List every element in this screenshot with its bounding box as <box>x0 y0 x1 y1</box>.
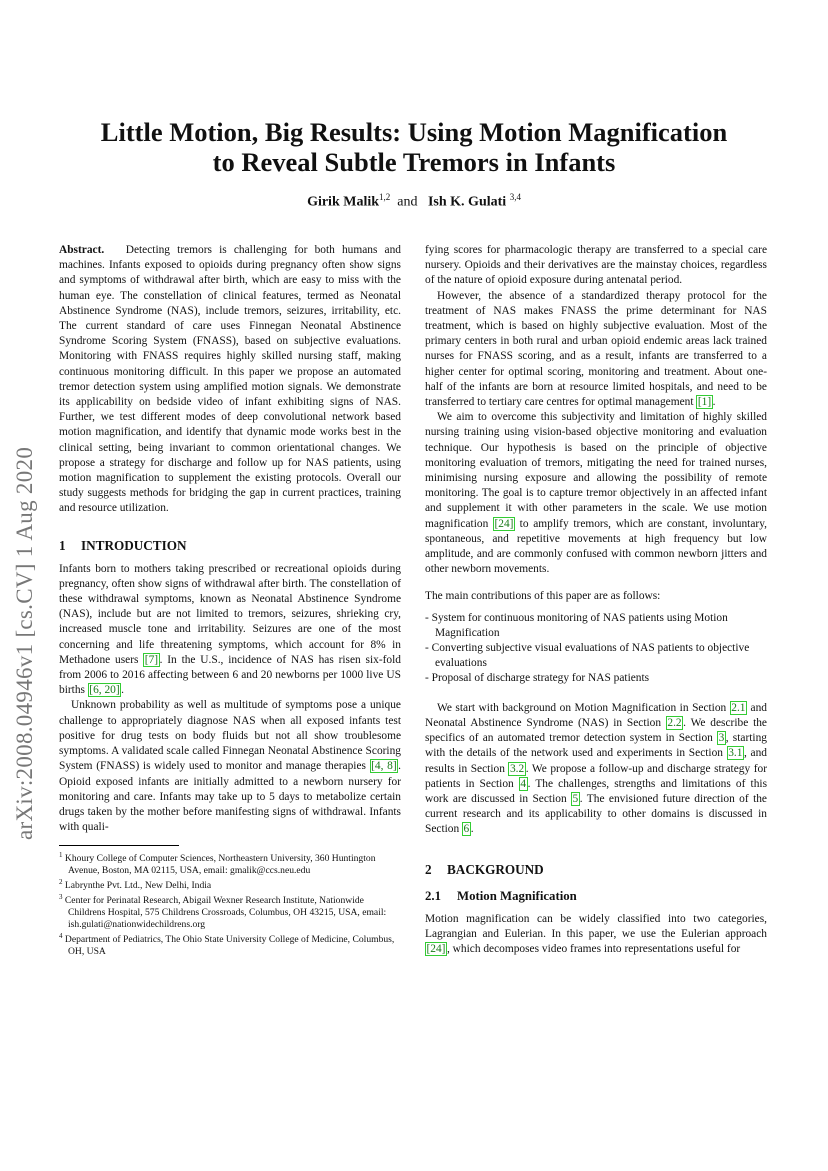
text-run: Motion magnification can be widely classified into two categories, Lagrangian and Eulerian. In this paper, we use the Eulerian approach <box>425 912 767 940</box>
contributions-list <box>425 611 767 687</box>
list-item: - Proposal of discharge strategy for NAS patients <box>425 671 767 686</box>
text-run: , and results in Section <box>425 747 767 775</box>
text-run: . In the U.S., incidence of NAS has risen six-fold from 2006 to 2016 affecting between 6 and 20 newborns per 1000 live US births <box>59 653 401 697</box>
section-link[interactable]: 4 <box>520 777 527 790</box>
paper-title <box>40 117 788 177</box>
citation-link[interactable]: [1] <box>697 396 712 409</box>
paragraph <box>425 701 767 838</box>
citation-link[interactable]: [6, 20] <box>89 684 120 697</box>
title-line-1: Little Motion, Big Results: Using Motion Magnification <box>100 117 728 147</box>
section-number: 2 <box>425 861 432 877</box>
list-item: - Converting subjective visual evaluations of NAS patients to objective evaluations <box>425 641 767 671</box>
footnote-mark: 4 <box>59 931 63 940</box>
section-heading-intro <box>59 538 401 554</box>
text-run: . Opioid exposed infants are initially admitted to a newborn nursery for monitoring and care. Infants may take up to 5 days to metabolize certain drugs taken by the mother before manifesting signs of withdrawal. Infants with quali- <box>59 760 401 834</box>
paragraph <box>425 289 767 411</box>
citation-link[interactable]: [4, 8] <box>371 760 397 773</box>
text-run: However, the absence of a standardized therapy protocol for the treatment of NAS makes FNASS the prime determinant for NAS treatment, which is based on highly subjective evaluation. Most of the primary centers in both rural and urban opioid endemic areas lack trained nurses for FNASS scoring, and as a result, infants are transferred to a higher center for optimal scoring, monitoring and treatment. About one-half of the infants are born at resource limited hospitals, and need to be transferred to tertiary care centres for optimal management <box>425 289 767 409</box>
section-title: INTRODUCTION <box>81 537 187 553</box>
text-run: . The challenges, strengths and limitations of this work are discussed in Section <box>425 777 768 805</box>
text-run: . <box>121 684 125 697</box>
abstract-text: Detecting tremors is challenging for both humans and machines. Infants exposed to opioids during pregnancy often show signs and symptoms of withdrawal after birth, which are easy to miss with the human eye. The constellation of clinical features, termed as Neonatal Abstinence Syndrome (NAS), include tremors, seizures, irritability, etc. The current standard of care uses Finnegan Neonatal Abstinence Syndrome Scoring System (FNASS), based on subjective evaluations. Monitoring with FNASS requires highly skilled nursing staff, making continuous monitoring difficult. In this paper we propose an automated tremor detection system using amplified motion signals. We demonstrate its applicability on bedside video of infant exhibiting signs of NAS. Further, we test different modes of deep convolutional network based motion magnification, and identify that dynamic mode works best in the clinical setting, being invariant to common orientational changes. We propose a strategy for discharge and follow up for NAS patients, using motion magnification to supplement the existing protocols. Overall our study suggests methods for bridging the gap in current practices, training and resource utilization. <box>59 244 402 515</box>
arxiv-stamp: arXiv:2008.04946v1 [cs.CV] 1 Aug 2020 <box>12 446 37 840</box>
footnote-mark: 2 <box>59 878 63 887</box>
text-run: We start with background on Motion Magnification in Section <box>437 701 730 714</box>
footnote <box>59 850 401 877</box>
footnotes <box>59 850 401 957</box>
section-link[interactable]: 3.2 <box>509 762 525 775</box>
author-2-affil: 3,4 <box>509 192 521 202</box>
paragraph <box>425 912 767 958</box>
intro-paragraph-1 <box>59 562 401 699</box>
footnote <box>59 931 401 958</box>
text-run: . <box>712 396 716 409</box>
footnote-text: Department of Pediatrics, The Ohio State University College of Medicine, Columbus, OH, USA <box>64 933 395 957</box>
subsection-title: Motion Magnification <box>457 888 577 903</box>
citation-link[interactable]: [7] <box>144 653 159 666</box>
footnote <box>59 877 401 892</box>
intro-paragraph-2 <box>59 698 401 835</box>
contributions-intro: The main contributions of this paper are as follows: <box>425 590 661 603</box>
subsection-heading <box>425 888 767 904</box>
footnote-text: Labrynthe Pvt. Ltd., New Delhi, India <box>64 880 212 892</box>
section-link[interactable]: 2.1 <box>731 701 746 714</box>
text-run: . We describe the specifics of an automated tremor detection system in Section <box>425 716 767 745</box>
citation-link[interactable]: [24] <box>426 942 446 955</box>
authors <box>40 192 788 211</box>
text-run: . The envisioned future direction of the current research and its applicability to other domains is discussed in Section <box>425 792 767 836</box>
footnote-text: Center for Perinatal Research, Abigail Wexner Research Institute, Nationwide Childrens Hospital, 575 Childrens Crossroads, Columbus, OH 43215, USA, email: ish.gulati@nationwidechildrens.org <box>64 895 387 930</box>
title-line-2: to Reveal Subtle Tremors in Infants <box>212 147 616 177</box>
section-number: 1 <box>59 537 66 553</box>
section-link[interactable]: 2.2 <box>667 716 682 729</box>
footnote-mark: 1 <box>59 851 63 860</box>
text-run: , which decomposes video frames into representations useful for <box>446 942 741 955</box>
author-1-affil: 1,2 <box>379 192 391 202</box>
subsection-number: 2.1 <box>425 888 441 903</box>
text-run: , starting with the details of the network used and experiments in Section <box>425 732 767 760</box>
footnote-text: Khoury College of Computer Sciences, Northeastern University, 360 Huntington Avenue, Boston, MA 02115, USA, email: gmalik@ccs.neu.edu <box>64 853 376 877</box>
left-column <box>59 243 401 957</box>
paragraph: fying scores for pharmacologic therapy are transferred to a special care nursery. Opioids and their derivatives are the mainstay choices, regardless of the nature of opioid exposure during antenatal period. <box>425 244 767 287</box>
footnote-mark: 3 <box>59 893 63 902</box>
text-run: to amplify tremors, which are constant, involuntary, spontaneous, and repetitive movements at high frequency but low amplitude, and are commonly confused with common newborn jitters and other newborn movements. <box>425 517 767 576</box>
text-run: . <box>470 823 474 836</box>
section-link[interactable]: 5 <box>572 792 579 805</box>
right-column <box>425 243 767 957</box>
text-run: . We propose a follow-up and discharge strategy for patients in Section <box>425 762 767 790</box>
section-heading-background <box>425 862 767 878</box>
text-run: and Neonatal Abstinence Syndrome (NAS) in Section <box>425 701 767 729</box>
text-run: Infants born to mothers taking prescribed or recreational opioids during pregnancy, often show signs of withdrawal after birth. The constellation of these withdrawal symptoms, known as Neonatal Abstinence Syndrome (NAS), include but are not limited to tremors, seizures, shrieking cry, increased muscle tone and irritability. Seizures are one of the most concerning and life threatening symptoms, which account for 8% in Methadone users <box>59 562 401 666</box>
list-item: - System for continuous monitoring of NAS patients using Motion Magnification <box>425 611 767 641</box>
author-2: Ish K. Gulati <box>427 194 507 210</box>
section-title: BACKGROUND <box>447 861 544 877</box>
footnote-rule <box>59 845 179 846</box>
text-run: We aim to overcome this subjectivity and limitation of highly skilled nursing training using vision-based objective monitoring and evaluation technique. Our hypothesis is based on the principle of objective monitoring evaluation of tremors, mitigating the need for trained nurses, minimising nursing exposure and allowing the possibility of remote monitoring. The goal is to capture tremor objectively in an affected infant and supplement it with other parameters in the scale. We use motion magnification <box>425 411 767 530</box>
section-link[interactable]: 3 <box>718 732 725 745</box>
author-1: Girik Malik <box>307 194 380 210</box>
abstract <box>59 243 401 517</box>
section-link[interactable]: 3.1 <box>728 747 743 760</box>
citation-link[interactable]: [24] <box>494 517 514 530</box>
author-conjunction: and <box>397 194 418 210</box>
paragraph <box>425 410 767 577</box>
text-run: Unknown probability as well as multitude of symptoms pose a unique challenge to appropriately diagnose NAS when all exposed infants test positive for drug tests on body fluids but not all show troublesome symptoms. A validated scale called Finnegan Neonatal Abstinence Scoring System (FNASS) is widely used to monitor and manage therapies <box>59 699 401 773</box>
footnote <box>59 892 401 931</box>
abstract-label: Abstract. <box>59 244 105 256</box>
section-link[interactable]: 6 <box>463 823 470 836</box>
